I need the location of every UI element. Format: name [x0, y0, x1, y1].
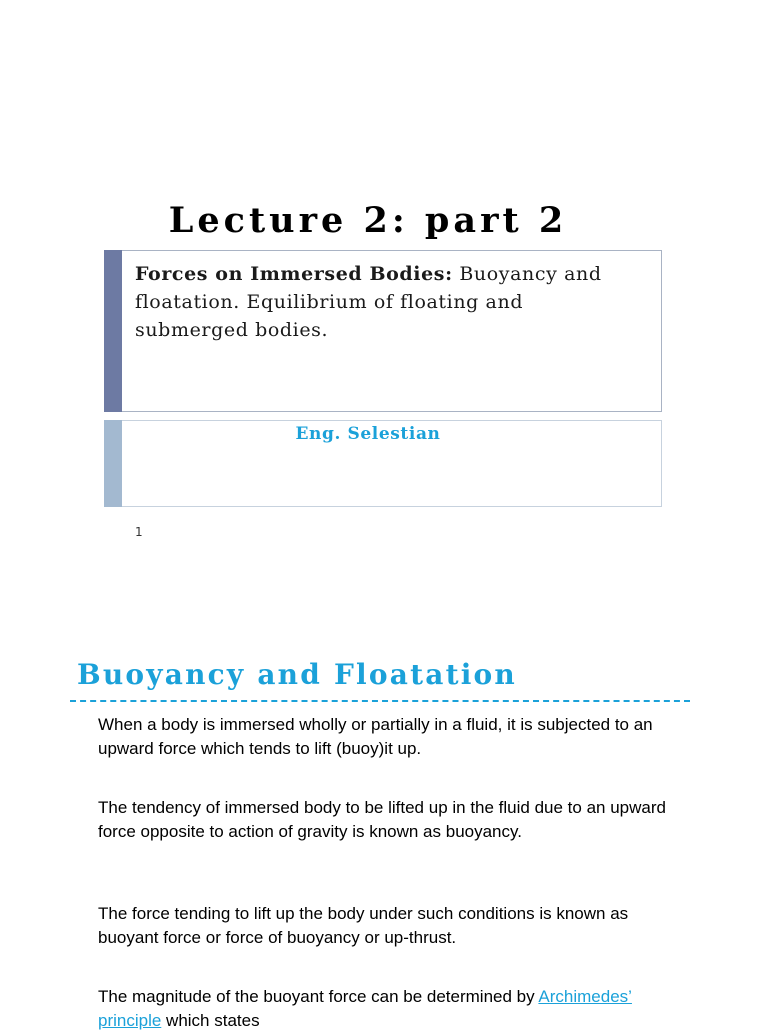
- subtitle-text: [135, 260, 635, 344]
- paragraph: The tendency of immersed body to be lifted up in the fluid due to an upward force opposite to action of gravity is known as buoyancy.: [98, 798, 666, 841]
- paragraph-tail: which states: [161, 1011, 260, 1030]
- page-number: 1: [135, 525, 143, 539]
- accent-bar: [104, 250, 122, 412]
- author-name: Eng. Selestian: [295, 424, 441, 444]
- subtitle-box: [104, 250, 662, 412]
- subtitle-rest: Buoyancy and floatation. Equilibrium of floating and submerged bodies.: [135, 263, 602, 341]
- paragraph: The force tending to lift up the body under such conditions is known as buoyant force or force of buoyancy or up-thrust.: [98, 904, 629, 947]
- subtitle-bold: Forces on Immersed Bodies:: [135, 263, 453, 285]
- archimedes-principle-link[interactable]: Archimedes’ principle: [98, 987, 632, 1030]
- paragraph: When a body is immersed wholly or partially in a fluid, it is subjected to an upward force which tends to lift (buoy)it up.: [98, 715, 653, 758]
- section-heading: Buoyancy and Floatation: [77, 658, 517, 691]
- heading-divider: [70, 700, 690, 702]
- slide-title: Lecture 2: part 2: [168, 200, 568, 241]
- paragraph-text: The magnitude of the buoyant force can be determined by: [98, 987, 539, 1006]
- author-box: [104, 420, 662, 507]
- paragraph: [98, 985, 683, 1033]
